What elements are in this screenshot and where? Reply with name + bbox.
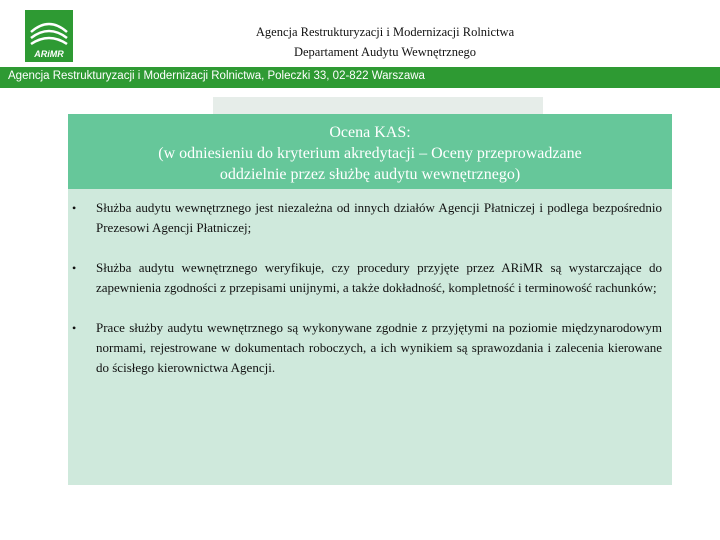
slide-title-line1: Ocena KAS: [329, 124, 411, 141]
content-panel [68, 114, 672, 485]
slide-title-line3: oddzielnie przez służbę audytu wewnętrznego) [219, 166, 521, 183]
tab-strip [213, 97, 543, 114]
bullet-text: Prace służby audytu wewnętrznego są wykonywane zgodnie z przyjętymi na poziomie międzynarodowym normami, rejestrowane w dokumentach roboczych, a ich wynikiem są sprawozdania i zalecenia kierowane do ścisłego kierownictwa Agencji. [96, 320, 662, 375]
address-bar [0, 67, 720, 88]
bullet-icon: • [72, 201, 77, 215]
bullet-text: Służba audytu wewnętrznego weryfikuje, czy procedury przyjęte przez ARiMR są wystarczające do zapewnienia zgodności z przepisami unijnymi, a także dokładność, kompletność i terminowość rachunków; [96, 260, 662, 295]
bullet-text: Służba audytu wewnętrznego jest niezależna od innych działów Agencji Płatniczej i podlega bezpośrednio Prezesowi Agencji Płatniczej; [96, 200, 662, 235]
list-item [68, 198, 672, 238]
list-item [68, 258, 672, 298]
list-item [68, 318, 672, 378]
address-text: Agencja Restrukturyzacji i Modernizacji Rolnictwa, Poleczki 33, 02-822 Warszawa [8, 70, 425, 82]
logo-text: ARiMR [34, 49, 64, 59]
slide-title-box [68, 114, 672, 189]
bullet-icon: • [72, 321, 77, 335]
arimr-logo [25, 10, 73, 62]
department-title: Departament Audytu Wewnętrznego [293, 45, 477, 59]
slide-title-line2: (w odniesieniu do kryterium akredytacji – Oceny przeprowadzane [158, 145, 582, 162]
bullet-icon: • [72, 261, 77, 275]
bullet-list [68, 198, 672, 398]
agency-title: Agencja Restrukturyzacji i Modernizacji Rolnictwa [255, 25, 515, 39]
